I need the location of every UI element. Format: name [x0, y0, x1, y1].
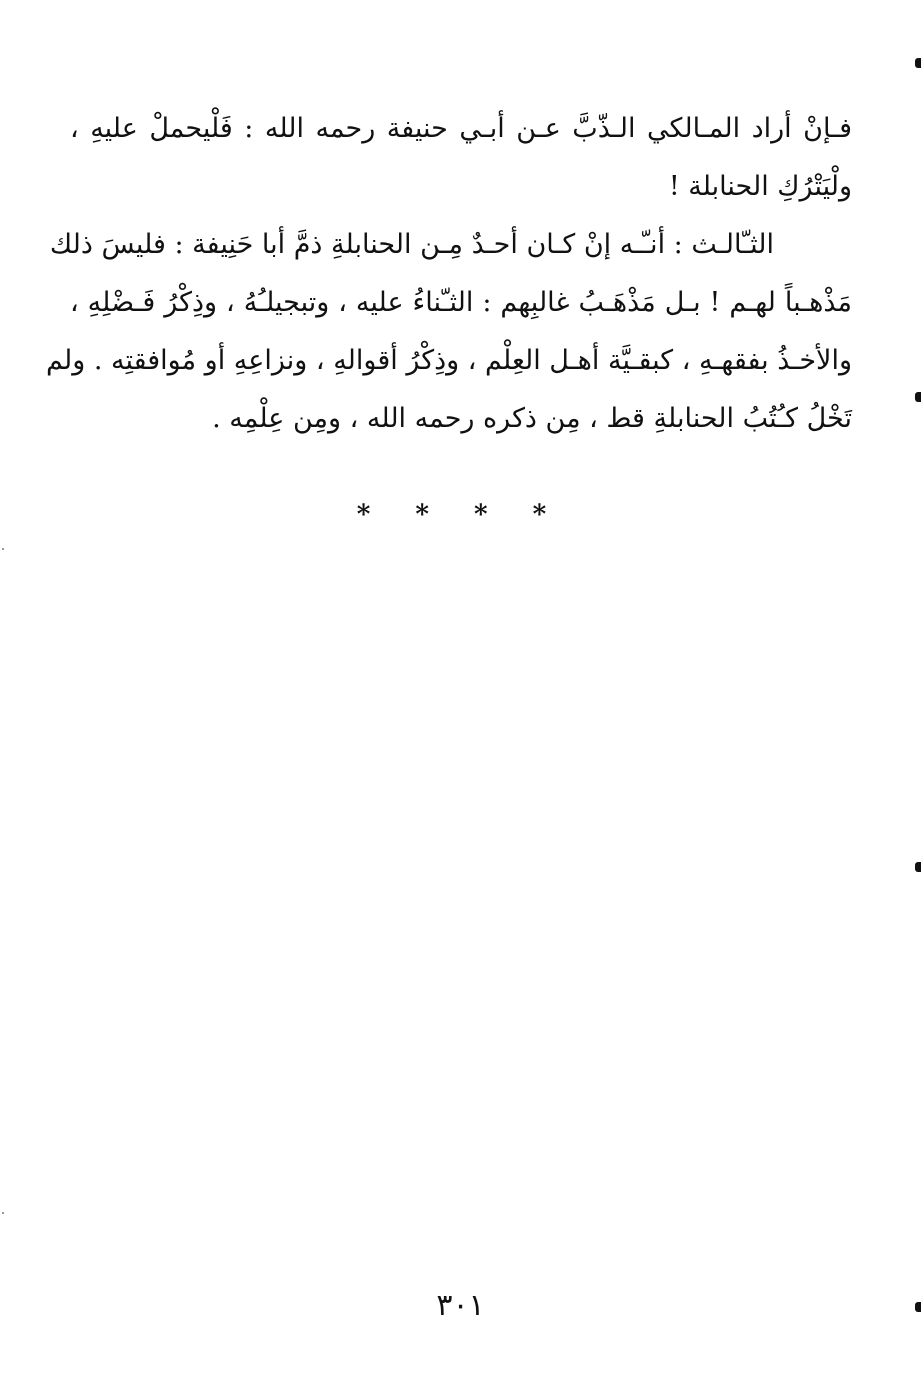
body-text [46, 100, 852, 448]
text-line-6: تَخْلُ كـُتُبُ الحنابلةِ قط ، مِن ذكره رحمه الله ، ومِن عِلْمِه . [212, 403, 852, 434]
scan-edge-mark [915, 58, 921, 68]
page-number: ٣٠١ [436, 1288, 485, 1323]
text-line-2: ولْيَتْرُكِ الحنابلة ! [668, 171, 852, 202]
section-separator: * * * * [356, 500, 565, 530]
text-line-1: فـإنْ أراد المـالكي الـذّبَّ عـن أبـي حنيفة رحمه الله : فَلْيحملْ عليهِ ، [70, 113, 852, 144]
text-line-5: والأخـذُ بفقهـهِ ، كبقـيَّة أهـل العِلْم ، وذِكْرُ أقوالهِ ، ونزاعِهِ أو مُوافقتِه . ولم [46, 345, 852, 376]
text-line-4: مَذْهـباً لهـم ! بـل مَذْهَـبُ غالبِهم : الثـّناءُ عليه ، وتبجيلـُهُ ، وذِكْرُ فَـضْلِهِ ، [70, 287, 852, 318]
scan-edge-mark [915, 862, 921, 872]
scan-edge-mark [915, 1302, 921, 1312]
scan-speck [2, 1212, 4, 1214]
scan-speck [2, 548, 4, 550]
text-line-3: الثـّالـث : أنـّـه إنْ كـان أحـدٌ مِـن الحنابلةِ ذمَّ أبا حَنِيفة : فليسَ ذلك [49, 229, 774, 260]
scan-edge-mark [915, 392, 921, 402]
